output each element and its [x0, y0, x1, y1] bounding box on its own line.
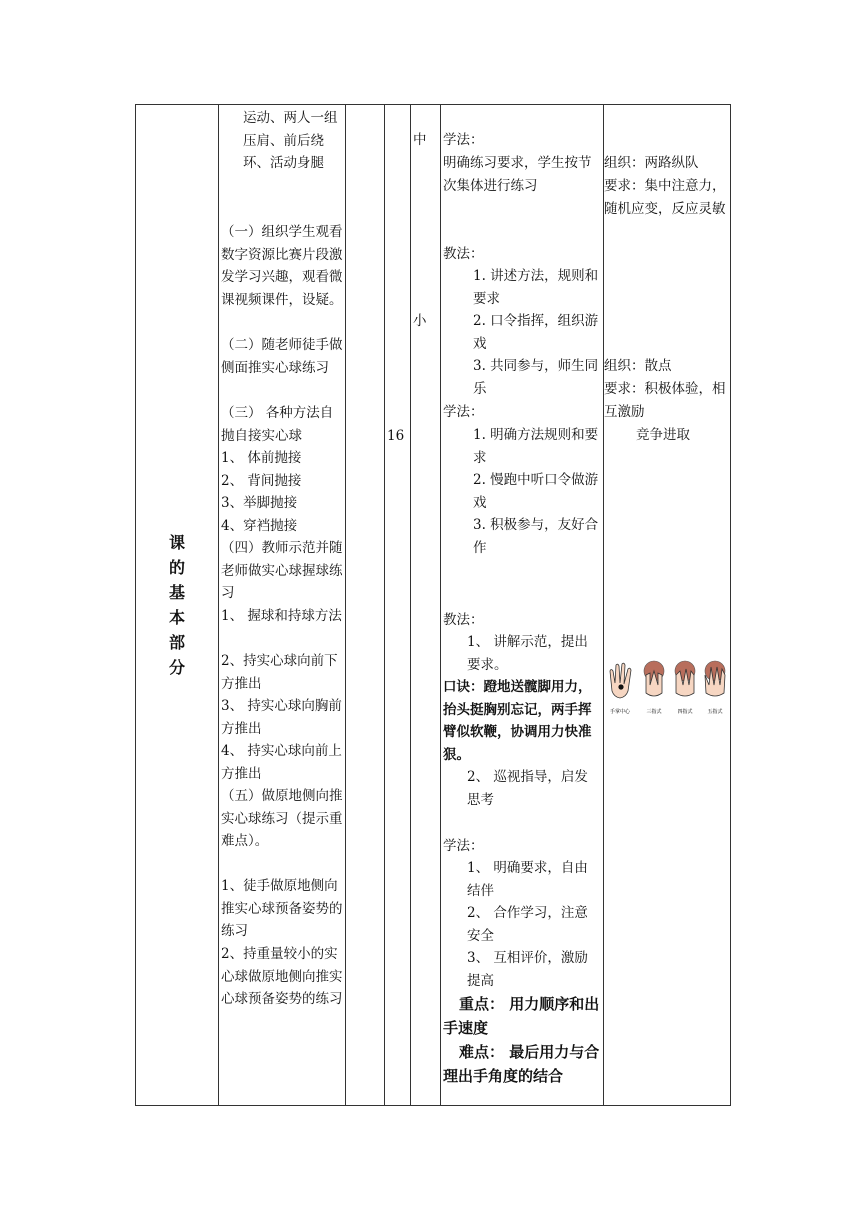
jiao-2b: 2、 巡视指导，启发思考 — [467, 769, 588, 808]
item-3-3: 3、举脚抛接 — [221, 495, 298, 511]
grip-label-2: 三指式 — [646, 709, 662, 715]
empty-cell — [346, 105, 385, 1106]
grip-label-1: 手掌中心 — [609, 709, 631, 715]
jiao-label-2: 教法： — [443, 612, 484, 628]
three-finger-grip-icon — [644, 661, 664, 696]
org-1: 组织：两路纵队 — [604, 155, 699, 171]
item-3-1: 1、 体前抛接 — [221, 450, 302, 466]
lesson-table — [135, 104, 731, 1106]
org-2: 组织：散点 — [604, 358, 672, 374]
xue-3-3: 3、 互相评价，激励提高 — [467, 950, 588, 989]
time-cell — [385, 105, 411, 1106]
intensity-2: 小 — [413, 313, 427, 329]
xue-label-2: 学法： — [443, 404, 484, 420]
jiao-label-1: 教法： — [443, 246, 484, 262]
jiao-1-3: 3. 共同参与，师生同乐 — [473, 358, 599, 397]
item-1: （一）组织学生观看数字资源比赛片段激发学习兴趣，观看微课视频课件，设疑。 — [221, 224, 343, 308]
item-4-3: 3、 持实心球向胸前方推出 — [221, 698, 342, 737]
section-title: 课 的 基 本 部 分 — [168, 533, 185, 677]
item-4-2: 2、持实心球向前下方推出 — [221, 653, 338, 692]
intensity-1: 中 — [413, 132, 427, 148]
warmup-text: 运动、两人一组压肩、前后绕环、活动身腿 — [243, 110, 338, 171]
xue-1: 明确练习要求，学生按节次集体进行练习 — [443, 155, 592, 194]
koujue: 口诀：蹬地送髋脚用力，抬头挺胸别忘记，两手挥臂似软鞭，协调用力快准狠。 — [443, 679, 592, 763]
key-point: 重点： 用力顺序和出手速度 — [443, 995, 600, 1037]
xue-label-3: 学法： — [443, 838, 484, 854]
difficulty: 难点： 最后用力与合理出手角度的结合 — [443, 1043, 600, 1085]
item-3-2: 2、 背间抛接 — [221, 473, 302, 489]
intensity-cell — [411, 105, 441, 1106]
item-2: （二）随老师徒手做侧面推实心球练习 — [221, 337, 343, 376]
item-4-1: 1、 握球和持球方法 — [221, 608, 342, 624]
xue-3-2: 2、 合作学习，注意安全 — [467, 905, 588, 944]
xue-2-1: 1. 明确方法规则和要求 — [473, 427, 599, 466]
req-1: 要求：集中注意力，随机应变，反应灵敏 — [604, 178, 726, 217]
jiao-1-1: 1. 讲述方法，规则和要求 — [473, 268, 599, 307]
five-finger-grip-icon — [705, 661, 725, 696]
jiao-2a: 1、 讲解示范，提出要求。 — [467, 634, 588, 673]
item-4: （四）教师示范并随老师做实心球握球练习 — [221, 540, 343, 601]
jiao-1-2: 2. 口令指挥，组织游戏 — [473, 313, 599, 352]
item-4-4: 4、 持实心球向前上方推出 — [221, 743, 342, 782]
organization-cell — [604, 105, 731, 1106]
item-3-4: 4、穿裆抛接 — [221, 518, 298, 534]
hand-palm-icon — [610, 663, 631, 698]
req-2b: 竞争进取 — [636, 427, 690, 443]
xue-3-1: 1、 明确要求，自由结伴 — [467, 860, 588, 899]
methods-cell — [441, 105, 604, 1106]
content-cell — [219, 105, 346, 1106]
xue-2-2: 2. 慢跑中听口令做游戏 — [473, 472, 599, 511]
grip-figures — [606, 657, 728, 717]
item-5-1: 1、徒手做原地侧向推实心球预备姿势的练习 — [221, 878, 343, 939]
grip-illustration — [606, 657, 728, 717]
time-value: 16 — [387, 428, 405, 444]
xue-label-1: 学法： — [443, 132, 484, 148]
item-3: （三） 各种方法自抛自接实心球 — [221, 405, 334, 444]
item-5: （五）做原地侧向推实心球练习（提示重难点）。 — [221, 788, 343, 849]
item-5-2: 2、持重量较小的实心球做原地侧向推实心球预备姿势的练习 — [221, 946, 343, 1007]
grip-label-3: 四指式 — [677, 709, 693, 715]
req-2: 要求：积极体验，相互激励 — [604, 381, 726, 420]
xue-2-3: 3. 积极参与，友好合作 — [473, 517, 599, 556]
section-cell — [136, 105, 219, 1106]
grip-label-4: 五指式 — [707, 709, 723, 715]
four-finger-grip-icon — [675, 661, 695, 696]
